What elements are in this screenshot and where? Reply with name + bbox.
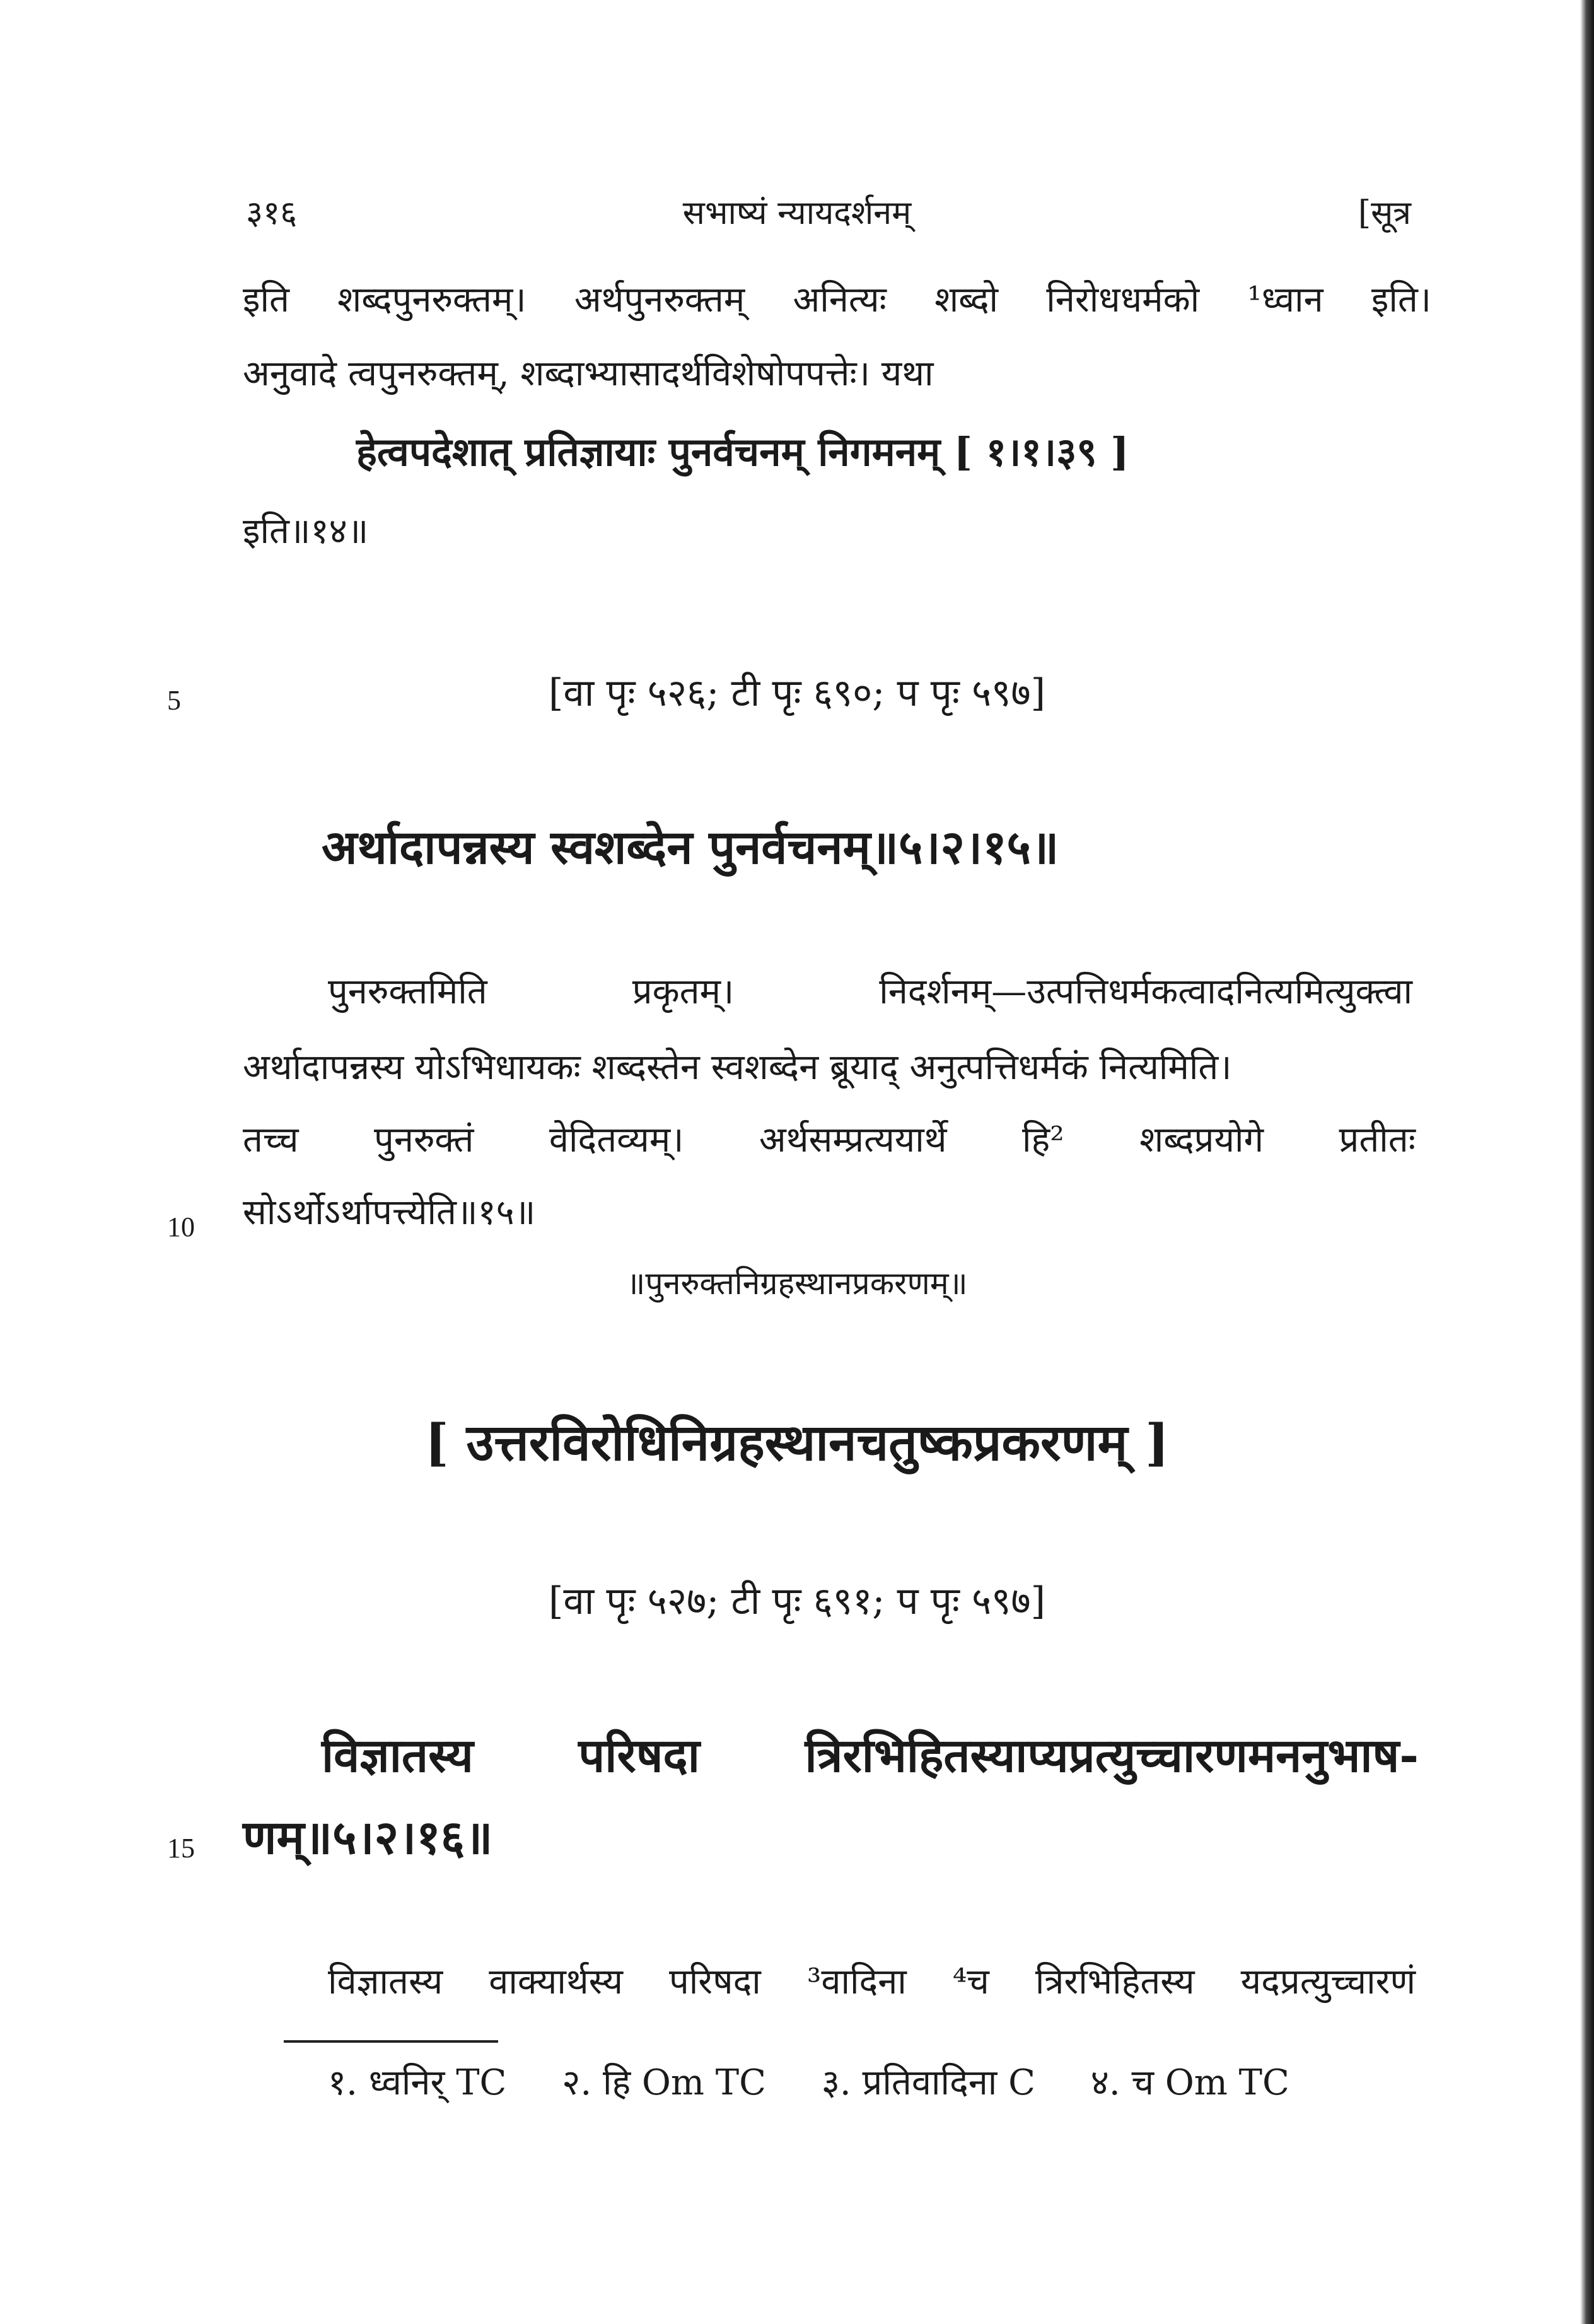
sutra-heading-cont: णम्॥५।२।१६॥: [243, 1811, 493, 1865]
sutra-heading: अर्थादापन्नस्य स्वशब्देन पुनर्वचनम्॥५।२।१५॥: [322, 820, 1059, 875]
line-number-10: 10: [167, 1212, 195, 1242]
text-line: पुनरुक्तमिति प्रकृतम्। निदर्शनम्—उत्पत्तिधर्मकत्वादनित्यमित्युक्त्वा: [328, 971, 1412, 1012]
footnote-2: २. हि Om TC: [562, 2062, 766, 2103]
running-title: सभाष्यं न्यायदर्शनम्: [682, 194, 912, 232]
footnote-1: १. ध्वनिर् TC: [328, 2062, 507, 2103]
page-edge-shadow: [1580, 0, 1594, 2324]
sutra-heading: विज्ञातस्य परिषदा त्रिरभिहितस्याप्यप्रत्युच्चारणमननुभाष-: [322, 1729, 1419, 1783]
footnote-rule: [284, 2040, 498, 2043]
text-line: इति॥१४॥: [243, 511, 369, 552]
text-line: अर्थादापन्नस्य योऽभिधायकः शब्दस्तेन स्वशब्देन ब्रूयाद् अनुत्पत्तिधर्मकं नित्यमिति।: [243, 1047, 1232, 1088]
line-number-15: 15: [167, 1833, 195, 1864]
section-heading: [ उत्तरविरोधिनिग्रहस्थानचतुष्कप्रकरणम् ]: [424, 1413, 1170, 1472]
reference-citation: [वा पृः ५२७; टी पृः ६९१; प पृः ५९७]: [549, 1579, 1045, 1623]
quoted-sutra: हेत्वपदेशात् प्रतिज्ञायाः पुनर्वचनम् निगमनम् [ १।१।३९ ]: [356, 429, 1129, 475]
line-number-5: 5: [167, 685, 181, 716]
footnote-4: ४. च Om TC: [1090, 2062, 1289, 2103]
text-line: विज्ञातस्य वाक्यार्थस्य परिषदा ³वादिना ⁴च त्रिरभिहितस्य यदप्रत्युच्चारणं: [328, 1961, 1416, 2002]
section-tag: [सूत्र: [1358, 194, 1411, 232]
reference-citation: [वा पृः ५२६; टी पृः ६९०; प पृः ५९७]: [549, 671, 1045, 715]
footnote-3: ३. प्रतिवादिना C: [821, 2062, 1035, 2103]
text-line: तच्च पुनरुक्तं वेदितव्यम्। अर्थसम्प्रत्ययार्थे हि² शब्दप्रयोगे प्रतीतः: [243, 1119, 1416, 1160]
text-line: अनुवादे त्वपुनरुक्तम्, शब्दाभ्यासादर्थविशेषोपपत्तेः। यथा: [243, 353, 934, 394]
text-line: इति शब्दपुनरुक्तम्। अर्थपुनरुक्तम् अनित्यः शब्दो निरोधधर्मको ¹ध्वान इति।: [243, 279, 1431, 320]
footnotes: [328, 2057, 1334, 2105]
text-line: सोऽर्थोऽर्थापत्त्येति॥१५॥: [243, 1192, 536, 1233]
section-close: ॥पुनरुक्तनिग्रहस्थानप्रकरणम्॥: [626, 1265, 968, 1302]
page-number: ३१६: [246, 194, 298, 232]
